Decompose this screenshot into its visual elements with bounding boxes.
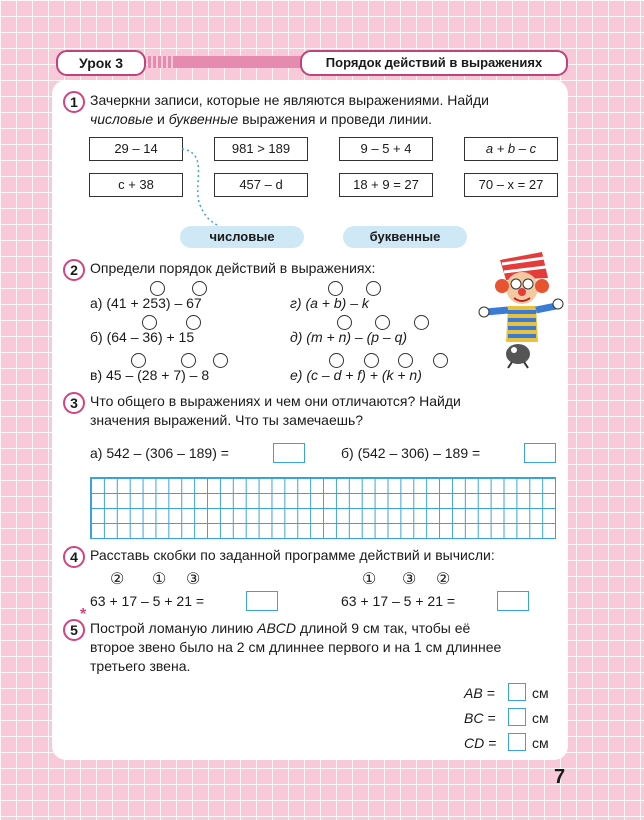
- segment-label-cd: CD =: [464, 735, 497, 751]
- answer-box-left[interactable]: [246, 591, 278, 611]
- page-number: 7: [554, 766, 566, 788]
- task1-text-line2: [90, 110, 432, 129]
- expression-box[interactable]: 29 – 14: [89, 137, 183, 161]
- answer-box-ab[interactable]: [508, 683, 526, 701]
- task3-text-line2: значения выражений. Что ты замечаешь?: [90, 412, 364, 428]
- expression-box[interactable]: 981 > 189: [214, 137, 308, 161]
- unit-cm: см: [532, 710, 549, 726]
- expression-box[interactable]: 18 + 9 = 27: [339, 173, 433, 197]
- task1-letter-word: буквенные: [168, 111, 239, 127]
- expression-box[interactable]: c + 38: [89, 173, 183, 197]
- order-mark: ①: [362, 571, 377, 588]
- lesson-label: Урок 3: [56, 50, 146, 76]
- answer-box-a[interactable]: [273, 443, 305, 463]
- tag-numeric[interactable]: числовые: [180, 226, 304, 248]
- calculation-grid[interactable]: [90, 477, 556, 539]
- unit-cm: см: [532, 685, 549, 701]
- order-circle[interactable]: [433, 353, 448, 368]
- answer-box-right[interactable]: [497, 591, 529, 611]
- task2-item-d: д) (m + n) – (p – q): [290, 329, 408, 345]
- task4-number: 4: [63, 546, 85, 568]
- task4-text: Расставь скобки по заданной программе действий и вычисли:: [90, 547, 495, 563]
- task3-expr-b: б) (542 – 306) – 189 =: [341, 445, 481, 461]
- expression-box[interactable]: a + b – c: [464, 137, 558, 161]
- task5-text-line1: [90, 619, 470, 638]
- segment-label-ab: AB =: [464, 685, 495, 701]
- task1-numeric-word: числовые: [90, 111, 154, 127]
- task1-text-end: выражения и проведи линии.: [238, 111, 433, 127]
- order-circle[interactable]: [213, 353, 228, 368]
- task3-number: 3: [63, 392, 85, 414]
- task3-expr-a: а) 542 – (306 – 189) =: [90, 445, 229, 461]
- task2-item-e: е) (c – d + f) + (k + n): [290, 367, 422, 383]
- order-mark: ②: [436, 571, 451, 588]
- task2-item-v: в) 45 – (28 + 7) – 8: [90, 367, 210, 383]
- order-mark: ③: [402, 571, 417, 588]
- task2-text: Определи порядок действий в выражениях:: [90, 260, 376, 276]
- expression-box[interactable]: 70 – x = 27: [464, 173, 558, 197]
- topic-title: Порядок действий в выражениях: [300, 50, 568, 76]
- task4-expr-right: 63 + 17 – 5 + 21 =: [341, 593, 456, 609]
- task5-text-line3: третьего звена.: [90, 658, 191, 674]
- dotted-connector-line: [170, 145, 250, 235]
- order-mark: ①: [152, 571, 167, 588]
- expression-box[interactable]: 457 – d: [214, 173, 308, 197]
- task4-expr-left: 63 + 17 – 5 + 21 =: [90, 593, 205, 609]
- expression-box[interactable]: 9 – 5 + 4: [339, 137, 433, 161]
- task1-number: 1: [63, 91, 85, 113]
- order-mark: ②: [110, 571, 125, 588]
- order-mark: ③: [186, 571, 201, 588]
- task5-text-abcd: ABCD: [257, 620, 297, 636]
- task5-text-line2: второе звено было на 2 см длиннее первого и на 1 см длиннее: [90, 639, 502, 655]
- task3-text-line1: Что общего в выражениях и чем они отличаются? Найди: [90, 393, 461, 409]
- clown-illustration: [472, 250, 564, 370]
- task2-item-b: б) (64 – 36) + 15: [90, 329, 195, 345]
- task2-item-a: а) (41 + 253) – 67: [90, 295, 202, 311]
- task5-star: *: [80, 606, 87, 623]
- task5-text-a: Построй ломаную линию: [90, 620, 258, 636]
- task1-text-and: и: [153, 111, 169, 127]
- header-ribbon-solid: [175, 56, 310, 68]
- tag-letter[interactable]: буквенные: [343, 226, 467, 248]
- order-circle[interactable]: [414, 315, 429, 330]
- segment-label-bc: BC =: [464, 710, 496, 726]
- answer-box-bc[interactable]: [508, 708, 526, 726]
- task5-text-c: длиной 9 см так, чтобы её: [296, 620, 471, 636]
- task5-number: 5: [63, 619, 85, 641]
- task1-text-line1: Зачеркни записи, которые не являются выражениями. Найди: [90, 92, 489, 108]
- unit-cm: см: [532, 735, 549, 751]
- answer-box-b[interactable]: [524, 443, 556, 463]
- answer-box-cd[interactable]: [508, 733, 526, 751]
- task2-number: 2: [63, 259, 85, 281]
- task2-item-g: г) (a + b) – k: [290, 295, 369, 311]
